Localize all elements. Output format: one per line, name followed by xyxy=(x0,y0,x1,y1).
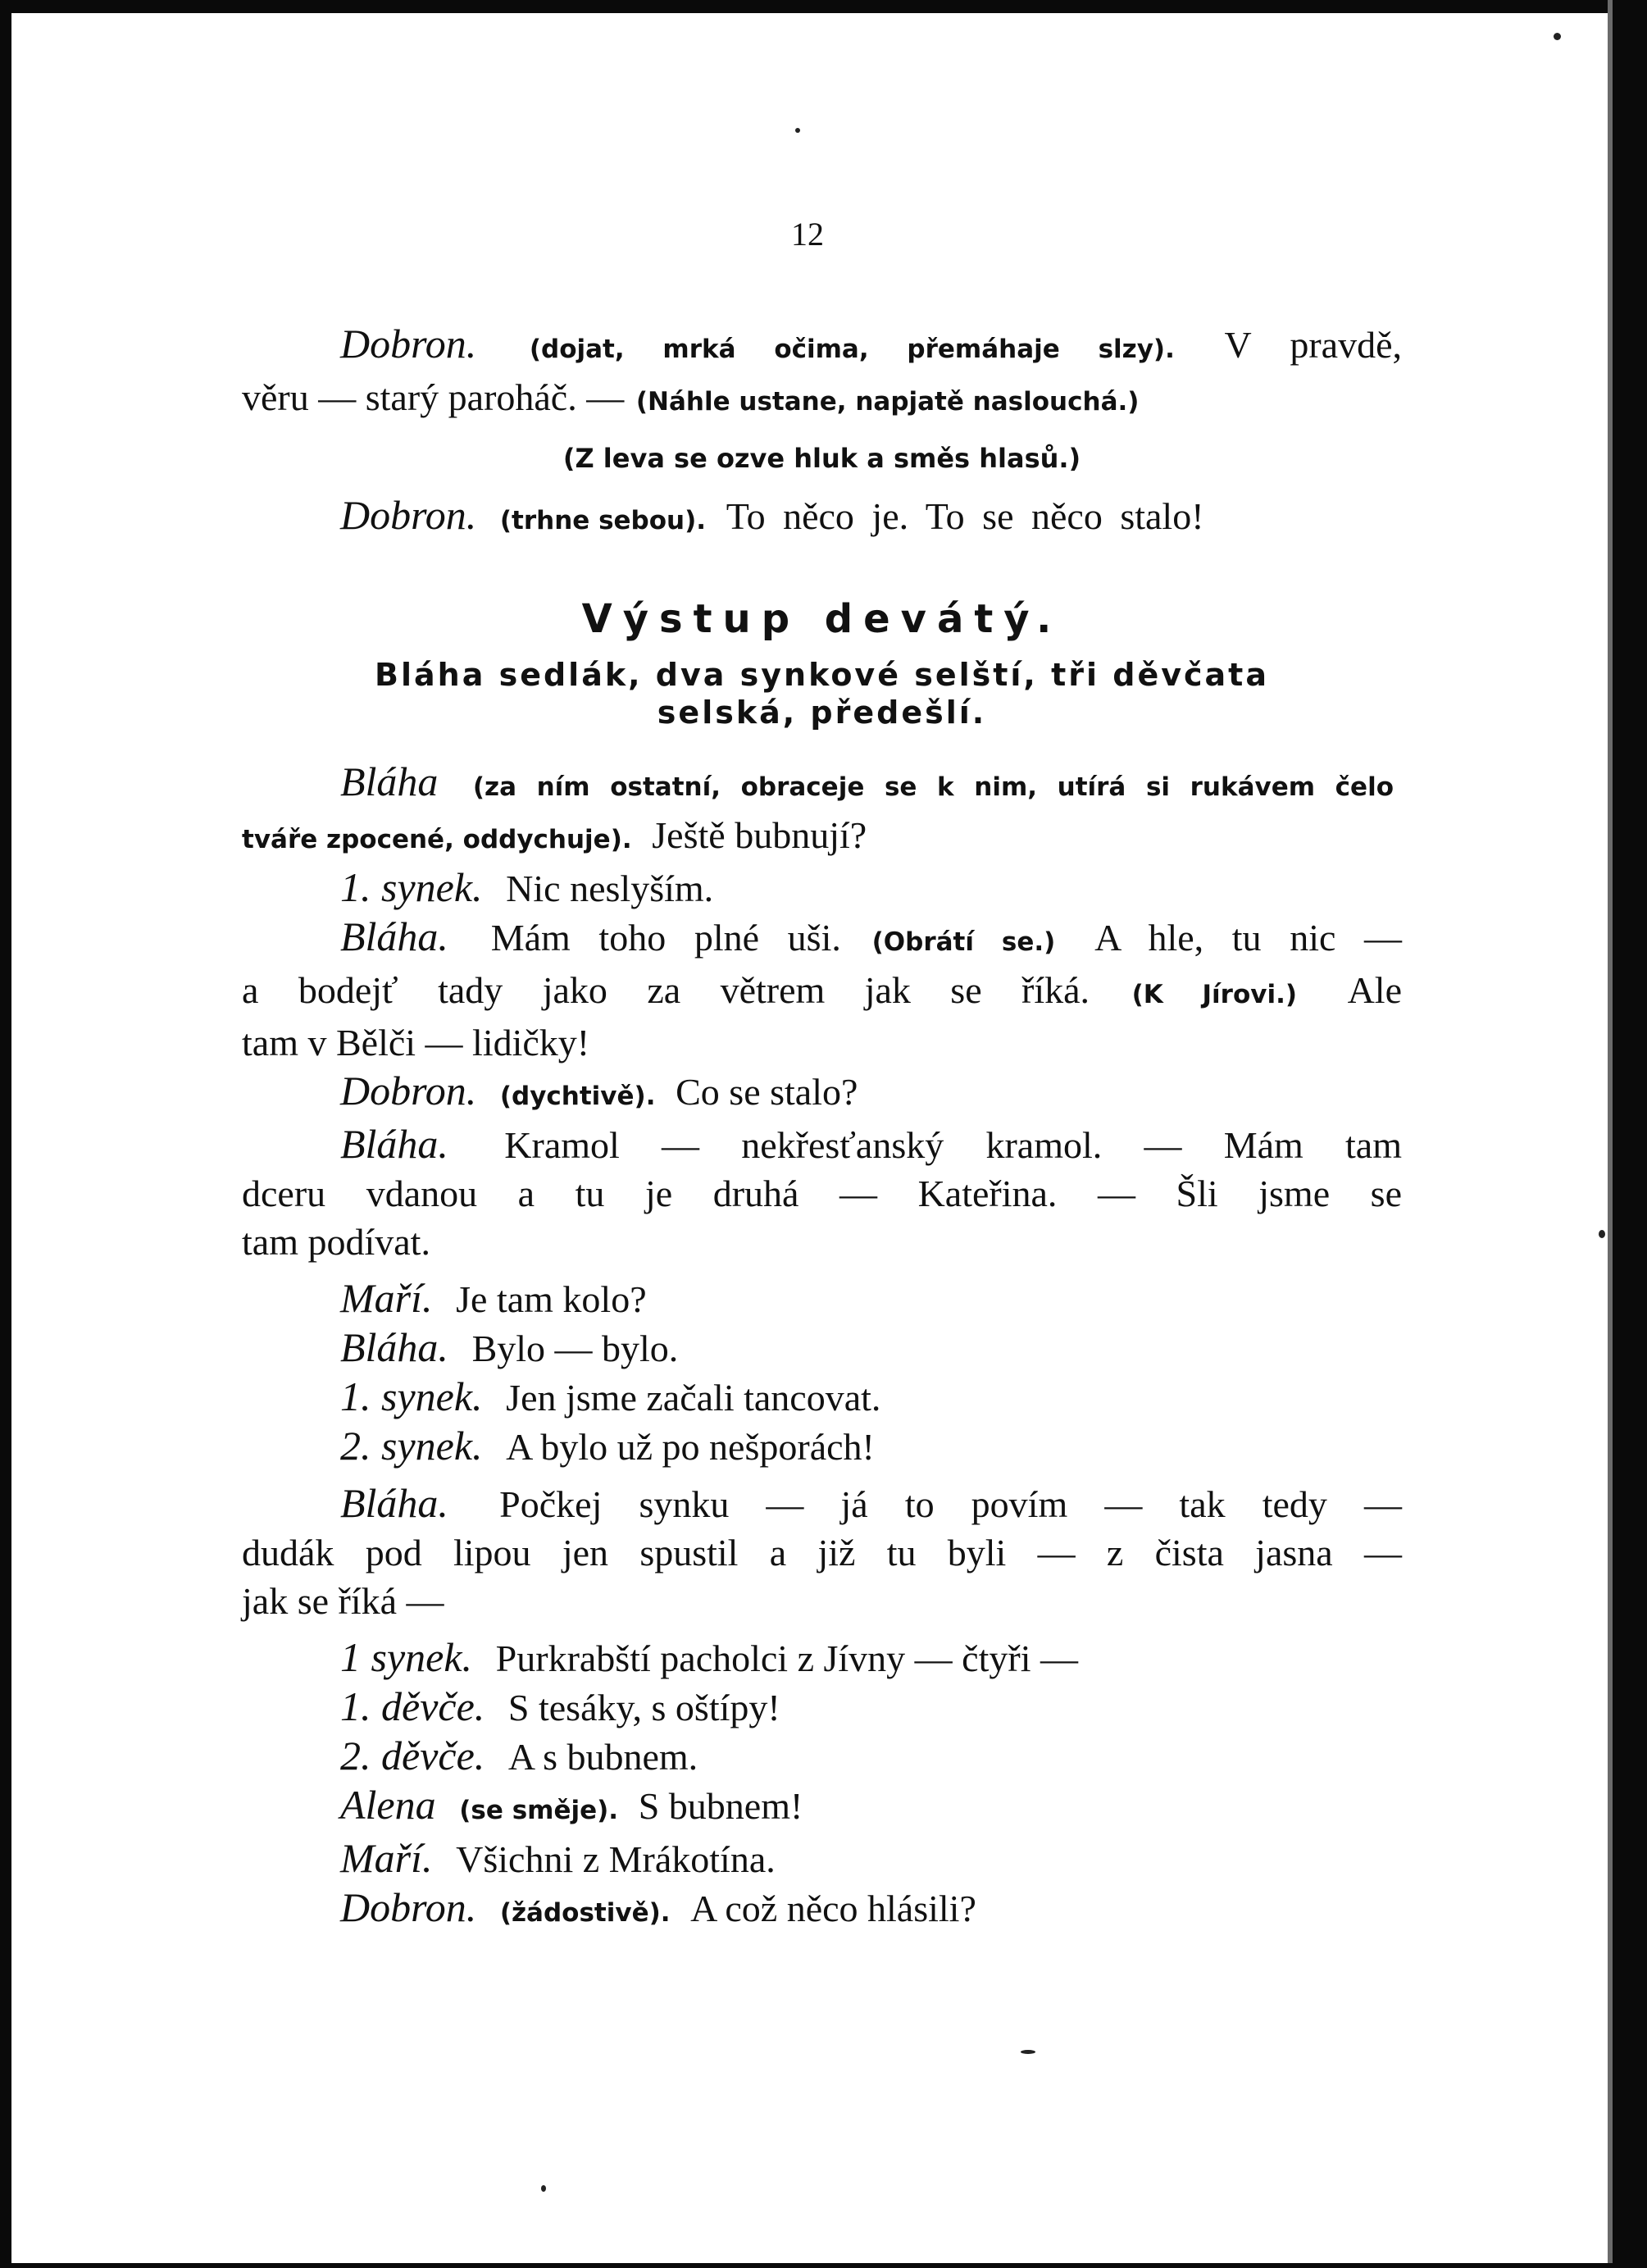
speaker-name: Maří. xyxy=(340,1275,433,1321)
dialogue-line xyxy=(242,1633,1402,1683)
speech: A bylo už po nešporách! xyxy=(506,1426,875,1468)
speech: A s bubnem. xyxy=(507,1736,698,1778)
speaker-name: 1. synek. xyxy=(340,1373,483,1419)
speaker-name: 1 synek. xyxy=(340,1634,473,1680)
speech: Co se stalo? xyxy=(676,1071,858,1113)
speech: Nic neslyším. xyxy=(506,868,714,909)
scene-heading: Výstup devátý. xyxy=(581,596,1062,642)
scan-border-right xyxy=(1613,0,1647,2268)
dialogue-line xyxy=(242,1169,1402,1218)
speech: S tesáky, s oštípy! xyxy=(507,1687,780,1728)
speck xyxy=(1554,33,1561,40)
dialogue-line xyxy=(242,373,1402,426)
dialogue-line xyxy=(242,1323,1402,1373)
speaker-name: Dobron. xyxy=(340,321,477,367)
stage-direction: (za ním ostatní, obraceje se k nim, utírá si rukávem čelo xyxy=(472,772,1394,802)
speaker-name: Bláha. xyxy=(340,1480,448,1526)
scan-border-bottom xyxy=(0,2263,1647,2268)
speck xyxy=(541,2185,546,2192)
dialogue-line xyxy=(242,1373,1402,1422)
speaker-name: 2. děvče. xyxy=(340,1733,485,1778)
dialogue-line xyxy=(242,1018,1402,1067)
speech: Ještě bubnují? xyxy=(652,814,867,856)
stage-direction-centered: (Z leva se ozve hluk a směs hlasů.) xyxy=(562,443,1081,474)
speech: Jen jsme začali tancovat. xyxy=(506,1377,881,1419)
dialogue-line xyxy=(242,966,1402,1018)
speech: dudák pod lipou jen spustil a již tu byli — z čista jasna — xyxy=(242,1532,1402,1573)
dialogue-line xyxy=(242,1422,1402,1471)
speech: A hle, tu nic — xyxy=(1094,917,1403,959)
dialogue-line xyxy=(242,863,1402,913)
speaker-name: Dobron. xyxy=(340,492,477,538)
dialogue-line xyxy=(242,1883,1402,1937)
speaker-name: Bláha xyxy=(340,758,439,804)
dialogue-line xyxy=(242,1218,1402,1266)
stage-direction: tváře zpocené, oddychuje). xyxy=(242,825,632,854)
page-body xyxy=(242,320,1402,1937)
speech: tam v Bělči — lidičky! xyxy=(242,1022,590,1063)
stage-direction: (Obrátí se.) xyxy=(871,927,1056,957)
dialogue-line xyxy=(242,491,1402,544)
dialogue-line xyxy=(242,1479,1402,1528)
dialogue-line xyxy=(242,913,1402,966)
speech: Všichni z Mrákotína. xyxy=(456,1838,776,1880)
dialogue-line xyxy=(242,811,1402,863)
speech: Počkej synku — já to povím — tak tedy — xyxy=(499,1483,1403,1525)
cast-list: selská, předešlí. xyxy=(657,695,987,731)
dialogue-line xyxy=(242,1577,1402,1625)
speaker-name: Bláha. xyxy=(340,913,448,959)
speech: Je tam kolo? xyxy=(456,1278,647,1320)
dialogue-line xyxy=(242,758,1402,811)
speaker-name: 1. synek. xyxy=(340,864,483,910)
speaker-name: Maří. xyxy=(340,1835,433,1881)
stage-direction: (K Jírovi.) xyxy=(1131,980,1298,1009)
scan-border-top xyxy=(0,0,1647,13)
speech: a bodejť tady jako za větrem jak se říká. xyxy=(242,969,1090,1011)
speech: S bubnem! xyxy=(638,1785,803,1827)
stage-direction: (se směje). xyxy=(459,1796,619,1825)
stage-direction: (žádostivě). xyxy=(499,1898,671,1928)
speaker-name: 1. děvče. xyxy=(340,1683,485,1729)
dialogue-line xyxy=(242,1732,1402,1781)
speaker-name: Alena xyxy=(340,1782,436,1828)
speck xyxy=(795,128,800,133)
page-number: 12 xyxy=(791,216,824,253)
speech: To něco je. To se něco stalo! xyxy=(726,495,1204,537)
speaker-name: Bláha. xyxy=(340,1324,448,1370)
stage-direction: (Náhle ustane, napjatě naslouchá.) xyxy=(635,387,1140,417)
speech: věru — starý paroháč. — xyxy=(242,376,625,418)
stage-direction: (dojat, mrká očima, přemáhaje slzy). xyxy=(529,335,1175,364)
speaker-name: Dobron. xyxy=(340,1068,477,1114)
stage-direction: (trhne sebou). xyxy=(499,506,707,535)
dialogue-line xyxy=(242,1067,1402,1120)
speaker-name: Bláha. xyxy=(340,1121,448,1167)
stage-direction: (dychtivě). xyxy=(499,1082,656,1111)
speech: V pravdě, xyxy=(1224,324,1403,366)
dialogue-line xyxy=(242,1528,1402,1577)
dialogue-line xyxy=(242,1274,1402,1323)
speck xyxy=(1599,1230,1605,1238)
speech: dceru vdanou a tu je druhá — Kateřina. — Šli jsme se xyxy=(242,1173,1402,1214)
cast-list: Bláha sedlák, dva synkové selští, tři děvčata xyxy=(375,657,1269,693)
dialogue-line xyxy=(242,1120,1402,1169)
speech: Kramol — nekřesťanský kramol. — Mám tam xyxy=(504,1124,1402,1166)
speech: jak se říká — xyxy=(242,1580,444,1622)
dialogue-line xyxy=(242,1683,1402,1732)
speck xyxy=(1021,2050,1035,2054)
speaker-name: 2. synek. xyxy=(340,1423,483,1469)
dialogue-line xyxy=(242,1781,1402,1834)
dialogue-line xyxy=(242,1834,1402,1883)
speech: A což něco hlásili? xyxy=(690,1888,976,1929)
speech: tam podívat. xyxy=(242,1221,430,1263)
dialogue-line xyxy=(242,320,1402,373)
scan-border-left xyxy=(0,0,11,2268)
speech: Ale xyxy=(1347,969,1402,1011)
speech: Bylo — bylo. xyxy=(471,1328,679,1369)
speech: Purkrabští pacholci z Jívny — čtyři — xyxy=(495,1637,1078,1679)
speech: Mám toho plné uši. xyxy=(490,917,841,959)
speaker-name: Dobron. xyxy=(340,1884,477,1930)
